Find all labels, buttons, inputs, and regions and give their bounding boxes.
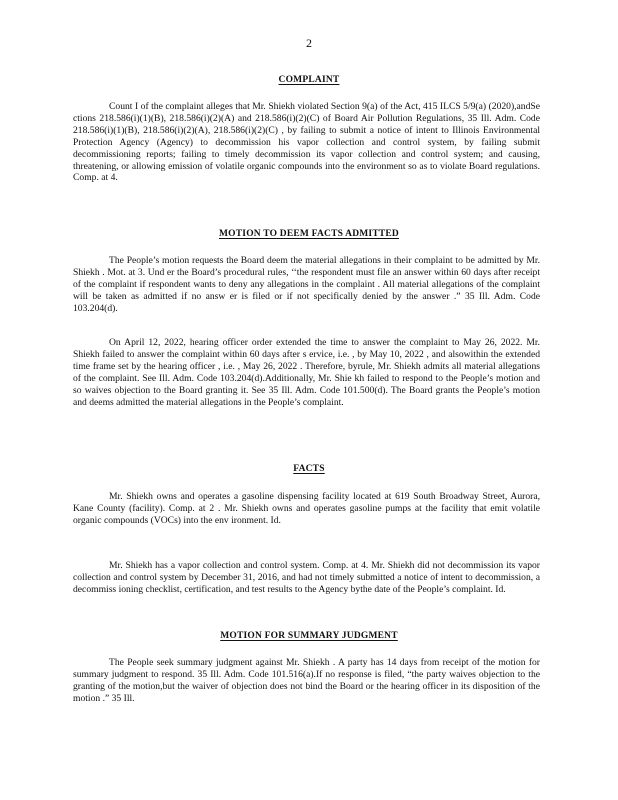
paragraph-facts-2: Mr. Shiekh has a vapor collection and control system. Comp. at 4. Mr. Shiekh did not decommission its vapor collection and control system by December 31, 2016, and had not timely submitted a notice of intent to decommission, a decommiss ioning checklist, certification, and test results to the Agency bythe date of the People’s complaint. Id. bbox=[73, 560, 540, 595]
paragraph-motion-deem-2: On April 12, 2022, hearing officer order extended the time to answer the complaint to May 26, 2022. Mr. Shiekh failed to answer the complaint within 60 days after s ervice, i.e. , by May 10, 2022 , and alsowithin the extended time frame set by the hearing officer , i.e. , May 26, 2022 . Therefore, byrule, Mr. Shiekh admits all material allegations of the complaint. See Ill. Adm. Code 103.204(d).Additionally, Mr. Shie kh failed to respond to the People’s motion and so waives objection to the Board granting it. See 35 Ill. Adm. Code 101.500(d). The Board grants the People’s motion and deems admitted the material allegations in the People’s complaint. bbox=[73, 337, 540, 408]
heading-complaint: COMPLAINT bbox=[278, 75, 340, 85]
heading-summary-judgment: MOTION FOR SUMMARY JUDGMENT bbox=[220, 631, 398, 641]
heading-facts: FACTS bbox=[293, 464, 325, 474]
paragraph-complaint-count-1: Count I of the complaint alleges that Mr. Shiekh violated Section 9(a) of the Act, 415 ILCS 5/9(a) (2020),andSe ctions 218.586(i)(1)(B), 218.586(i)(2)(A) and 218.586(i)(2)(C) of Board Air Pollution Regulations, 35 Ill. Adm. Code 218.586(i)(1)(B), 218.586(i)(2)(A), 218.586(i)(2)(C) , by failing to submit a notice of intent to Illinois Environmental Protection Agency (Agency) to decommission his vapor collection and control system, by failing submit decommissioning reports; failing to timely decommission its vapor collection and control system; and causing, threatening, or allowing emission of volatile organic compounds into the environment so as to violate Board regulations. Comp. at 4. bbox=[73, 101, 540, 184]
paragraph-motion-deem-1: The People’s motion requests the Board deem the material allegations in their complaint to be admitted by Mr. Shiekh . Mot. at 3. Und er the Board’s procedural rules, ‘‘the respondent must file an answer within 60 days after receipt of the complaint if respondent wants to deny any allegations in the complaint . All material allegations of the complaint will be taken as admitted if no answ er is filed or if not specifically denied by the answer .” 35 Ill. Adm. Code 103.204(d). bbox=[73, 255, 540, 314]
paragraph-summary-judgment-1: The People seek summary judgment against Mr. Shiekh . A party has 14 days from receipt of the motion for summary judgment to respond. 35 Ill. Adm. Code 101.516(a).If no response is filed, “the party waives objection to the granting of the motion,but the waiver of objection does not bind the Board or the hearing officer in its disposition of the motion .” 35 Ill. bbox=[73, 657, 540, 704]
paragraph-facts-1: Mr. Shiekh owns and operates a gasoline dispensing facility located at 619 South Broadway Street, Aurora, Kane County (facility). Comp. at 2 . Mr. Shiekh owns and operates gasoline pumps at the facility that emit volatile organic compounds (VOCs) into the env ironment. Id. bbox=[73, 491, 540, 526]
page-number: 2 bbox=[306, 36, 312, 50]
heading-motion-deem-facts: MOTION TO DEEM FACTS ADMITTED bbox=[219, 229, 399, 239]
